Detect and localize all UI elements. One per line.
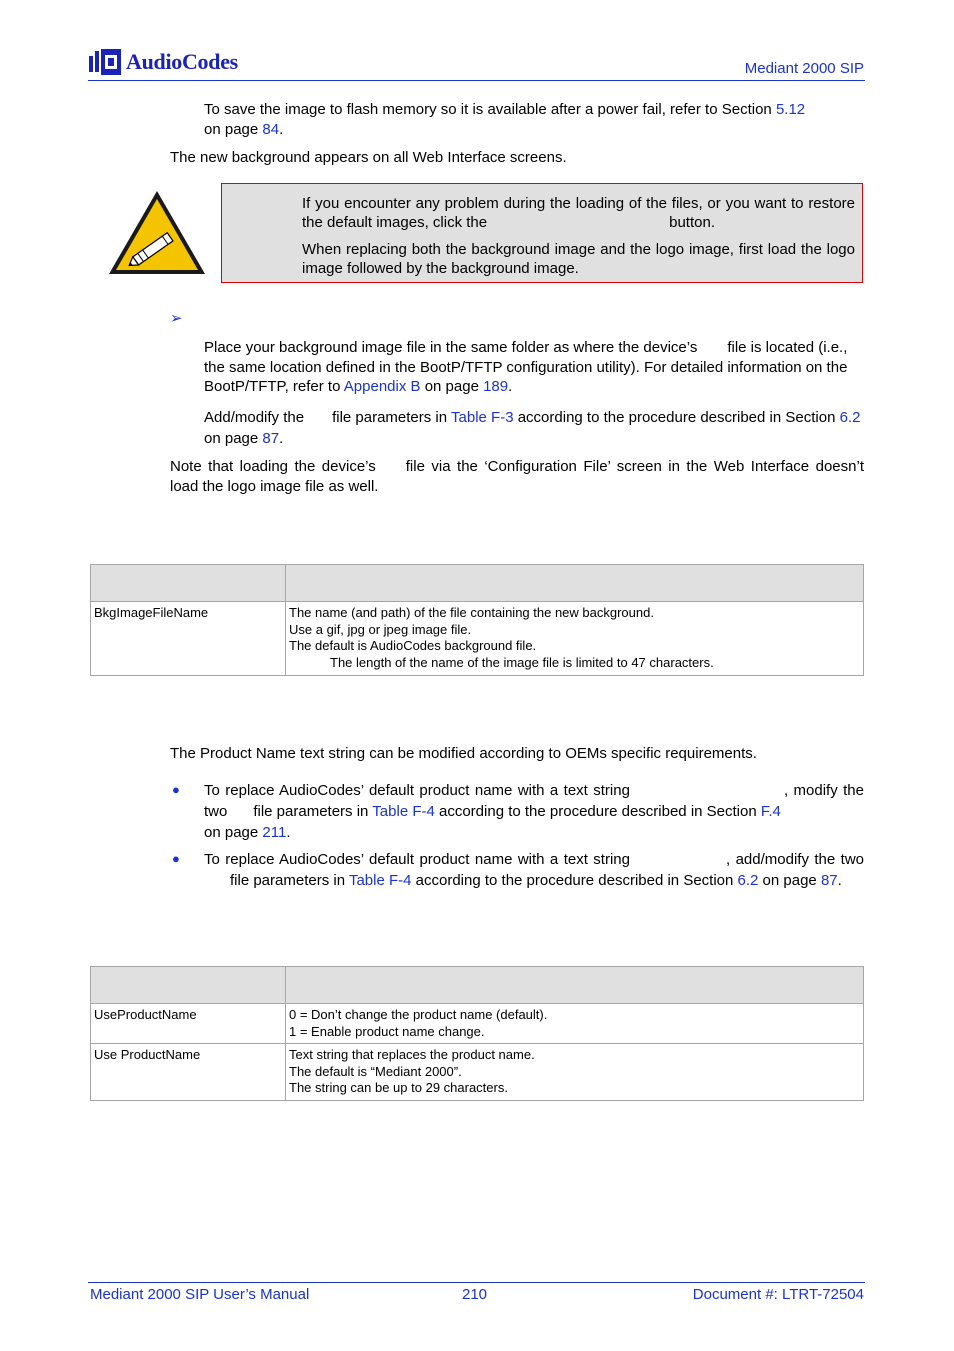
note-box [221,183,863,283]
step1-text-c: on page [420,378,484,395]
table-row [91,1044,864,1101]
table-header-row [91,967,864,1004]
bullet1-text-e: on page [204,824,263,841]
bullet-icon: ● [172,851,180,866]
bullet1-text-c: file parameters in [253,803,373,820]
param-desc-line: 0 = Don’t change the product name (default). [289,1007,548,1022]
param-name-cell [91,1044,286,1101]
bullet1-text-a: To replace AudioCodes’ default product name with a text string [204,782,630,799]
audiocodes-logo [88,46,238,78]
param-name: BkgImageFileName [94,605,209,620]
table-f4 [90,966,864,1101]
bullet2-text-b: , add/modify the two [725,851,864,868]
param-desc-line: The default is “Mediant 2000”. [289,1063,462,1079]
param-desc-cell [286,1004,864,1044]
step1-text-a: Place your background image file in the same folder as where the device’s [204,339,698,356]
page-87-link[interactable]: 87 [820,871,838,889]
procedure-note-b: file via the ‘Configuration File’ screen in the Web Interface doesn’t load the logo image file as well. [170,458,864,495]
param-desc-cell [286,602,864,676]
table-header-row [91,565,864,602]
param-desc-line: The name (and path) of the file containing the new background. [289,605,654,620]
section-6-2-link[interactable]: 6.2 [737,871,759,889]
param-desc-cell [286,1044,864,1101]
param-desc-line: The default is AudioCodes background file. [289,638,537,653]
procedure-arrow-icon: ➢ [170,310,183,327]
procedure-step-1: Place your background image file in the same folder as where the device’s file is located (i.e., the same location defined in the BootP/TFTP configuration utility). For detailed information on the BootP/TFTP, refer to Appendix B on page 189. [204,339,848,395]
footer-document-number: Document #: LTRT-72504 [692,1286,864,1303]
table-header-cell [91,967,286,1004]
save-flash-text: To save the image to flash memory so it is available after a power fail, refer to Section [204,101,776,118]
table-header-cell [286,967,864,1004]
param-desc-line: Use a gif, jpg or jpeg image file. [289,621,472,637]
step1-text-b: file is located (i.e., the same location defined in the BootP/TFTP configuration utility). For detailed information on the BootP/TFTP, refer to [204,339,848,395]
param-name-cell [91,602,286,676]
product-name-bullet-2: To replace AudioCodes’ default product name with a text string , add/modify the twofile parameters in Table F-4 according to the procedure described in Section 6.2 on page 87. [204,851,864,889]
step2-text-a: Add/modify the [204,409,305,426]
step2-text-d: on page [204,430,263,447]
table-f4-link[interactable]: Table F-4 [348,871,412,889]
section-6-2-link[interactable]: 6.2 [839,409,861,426]
table-f3 [90,564,864,676]
param-desc-line: 1 = Enable product name change. [289,1023,485,1039]
param-desc-note: The length of the name of the image file is limited to 47 characters. [330,654,714,670]
note-restore-a: If you encounter any problem during the loading of the files, or you want to restore the default images, click the [302,195,855,231]
param-name: UseProductName [94,1007,197,1022]
table-header-cell [286,565,864,602]
footer-manual-title: Mediant 2000 SIP User’s Manual [90,1286,310,1303]
bullet-icon: ● [172,782,180,797]
page-87-link[interactable]: 87 [262,430,280,447]
appendix-b-link[interactable]: Appendix B [343,378,421,395]
logo-text: AudioCodes [126,49,238,74]
bullet2-text-e: on page [758,871,821,889]
header-divider [88,80,865,81]
section-link[interactable]: 5.12 [775,101,806,118]
save-flash-paragraph: To save the image to flash memory so it is available after a power fail, refer to Section 5.12 on page 84. [204,101,806,138]
save-flash-page-text: on page [204,120,263,138]
audiocodes-logo-icon [88,47,122,77]
header-product: Mediant 2000 SIP [744,60,864,77]
bullet1-text-b: , modify the two [204,782,864,820]
procedure-note-a: Note that loading the device’s [170,458,376,475]
param-desc-line: Text string that replaces the product name. [289,1047,535,1062]
param-name-cell [91,1004,286,1044]
product-name-bullet-1: To replace AudioCodes’ default product name with a text string , modify the two file parameters in Table F-4 according to the procedure described in Section F.4 on page 211. [204,782,864,841]
procedure-step-2: Add/modify the file parameters in Table F-3 according to the procedure described in Section 6.2 on page 87. [204,409,861,447]
param-name: Use ProductName [94,1047,201,1062]
page-link[interactable]: 84 [262,120,280,138]
product-name-intro: The Product Name text string can be modified according to OEMs specific requirements. [170,745,757,762]
step2-text-c: according to the procedure described in Section [513,409,840,426]
bullet1-text-d: according to the procedure described in Section [434,803,761,820]
bullet2-text-a: To replace AudioCodes’ default product name with a text string [204,851,630,868]
warning-pencil-icon [106,188,208,278]
page-211-link[interactable]: 211 [262,824,287,841]
footer-page-number: 210 [462,1286,488,1303]
param-desc-line: The string can be up to 29 characters. [289,1080,508,1095]
section-f4-link[interactable]: F.4 [760,803,781,820]
table-row [91,1004,864,1044]
bullet2-text-d: according to the procedure described in Section [411,871,738,889]
note-order-text: When replacing both the background image and the logo image, first load the logo image followed by the background image. [302,241,855,277]
table-f4-link[interactable]: Table F-4 [372,803,435,820]
note-restore-text [302,194,855,232]
step2-text-b: file parameters in [332,409,452,426]
table-header-cell [91,565,286,602]
procedure-note [170,457,864,496]
note-restore-b: button. [669,214,715,231]
table-f3-link[interactable]: Table F-3 [451,409,514,426]
page-189-link[interactable]: 189 [483,378,509,395]
footer-divider [88,1282,865,1283]
table-row [91,602,864,676]
bullet2-text-c: file parameters in [230,871,349,889]
new-background-paragraph: The new background appears on all Web Interface screens. [170,149,567,166]
